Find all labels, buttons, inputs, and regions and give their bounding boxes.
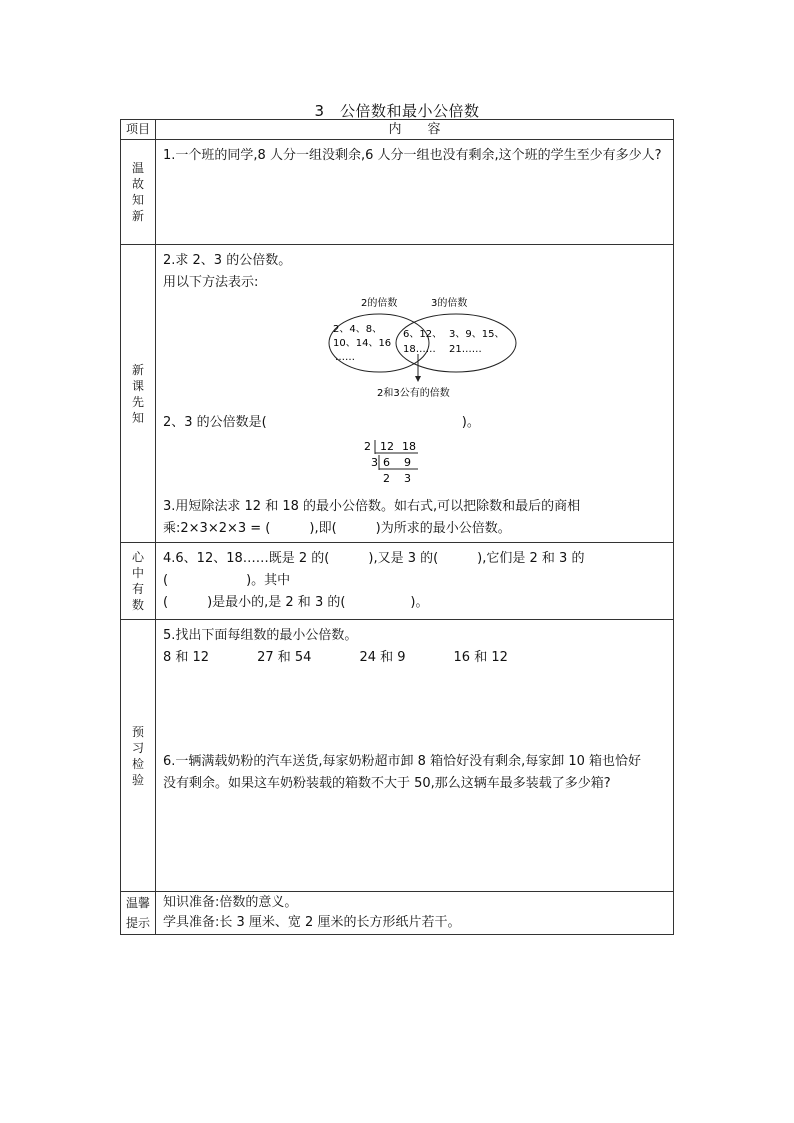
section-label-mind: 心中有数 [121, 543, 156, 620]
venn-mid-line2: 18…… [403, 344, 436, 355]
section-content-preview [156, 620, 674, 892]
pair-1: 8 和 12 [163, 650, 210, 665]
answer-space-5 [163, 669, 667, 751]
header-row [121, 120, 674, 140]
division-r2b: 9 [404, 456, 411, 469]
venn-bottom-label: 2和3公有的倍数 [377, 388, 450, 399]
section-preview [121, 620, 674, 892]
section-review [121, 140, 674, 245]
section-content-tips [156, 892, 674, 935]
venn-right-line2: 21…… [449, 344, 482, 355]
question-3-line2: 乘:2×3×2×3 = ( ),即( )为所求的最小公倍数。 [163, 521, 511, 536]
venn-mid-line1: 6、12、 [403, 329, 443, 340]
section-label-review: 温故知新 [121, 140, 156, 245]
section-label-newlesson: 新课先知 [121, 245, 156, 543]
question-6-line2: 没有剩余。如果这车奶粉装载的箱数不大于 50,那么这辆车最多装载了多少箱? [163, 776, 611, 791]
worksheet-table [120, 119, 674, 935]
common-multiple-answer: 2、3 的公倍数是( )。 [163, 415, 480, 430]
question-6-line1: 6.一辆满载奶粉的汽车送货,每家奶粉超市卸 8 箱恰好没有剩余,每家卸 10 箱也恰好 [163, 754, 642, 769]
short-division [358, 438, 448, 490]
division-r2a: 6 [383, 456, 390, 469]
venn-diagram-area [163, 294, 667, 412]
question-4-line1: 4.6、12、18……既是 2 的( ),又是 3 的( ),它们是 2 和 3 的( )。其中 [163, 551, 585, 588]
venn-right-title: 3的倍数 [431, 298, 468, 309]
division-r3a: 2 [383, 472, 390, 485]
question-2: 2.求 2、3 的公倍数。 [163, 253, 292, 268]
tips-label-line1: 温馨 [125, 896, 150, 910]
section-label-tips [121, 892, 156, 935]
venn-left-title: 2的倍数 [361, 298, 398, 309]
pair-4: 16 和 12 [453, 650, 508, 665]
pair-2: 27 和 54 [257, 650, 312, 665]
page-title: 3 公倍数和最小公倍数 [314, 102, 480, 120]
division-divisor-1: 2 [364, 440, 371, 453]
header-item-label: 项目 [121, 120, 156, 140]
venn-arrow-head [415, 376, 421, 382]
tips-label-line2: 提示 [125, 916, 150, 930]
division-divisor-2: 3 [371, 456, 378, 469]
section-label-preview: 预习检验 [121, 620, 156, 892]
question-3-line1: 3.用短除法求 12 和 18 的最小公倍数。如右式,可以把除数和最后的商相 [163, 499, 581, 514]
question-1: 1.一个班的同学,8 人分一组没剩余,6 人分一组也没有剩余,这个班的学生至少有多少人? [163, 148, 662, 163]
question-4-line2: ( )是最小的,是 2 和 3 的( )。 [163, 595, 429, 610]
venn-left-line2: 10、14、16 [333, 338, 392, 349]
section-content-newlesson [156, 245, 674, 543]
tips-line1: 知识准备:倍数的意义。 [163, 895, 298, 910]
venn-right-ellipse [396, 314, 516, 372]
venn-left-line1: 2、4、8、 [333, 324, 383, 335]
section-content-mind [156, 543, 674, 620]
division-r1a: 12 [380, 440, 394, 453]
tips-line2: 学具准备:长 3 厘米、宽 2 厘米的长方形纸片若干。 [163, 915, 461, 930]
venn-left-line3: …… [335, 352, 355, 363]
number-pairs [163, 647, 667, 669]
section-content-review [156, 140, 674, 245]
short-division-figure [163, 438, 667, 490]
venn-diagram [321, 294, 521, 406]
section-tips [121, 892, 674, 935]
division-r3b: 3 [404, 472, 411, 485]
question-5: 5.找出下面每组数的最小公倍数。 [163, 628, 358, 643]
method-text: 用以下方法表示: [163, 275, 259, 290]
section-mind [121, 543, 674, 620]
header-content-label: 内 容 [156, 120, 674, 140]
venn-right-line1: 3、9、15、 [449, 329, 505, 340]
section-newlesson [121, 245, 674, 543]
pair-3: 24 和 9 [359, 650, 406, 665]
division-r1b: 18 [402, 440, 416, 453]
